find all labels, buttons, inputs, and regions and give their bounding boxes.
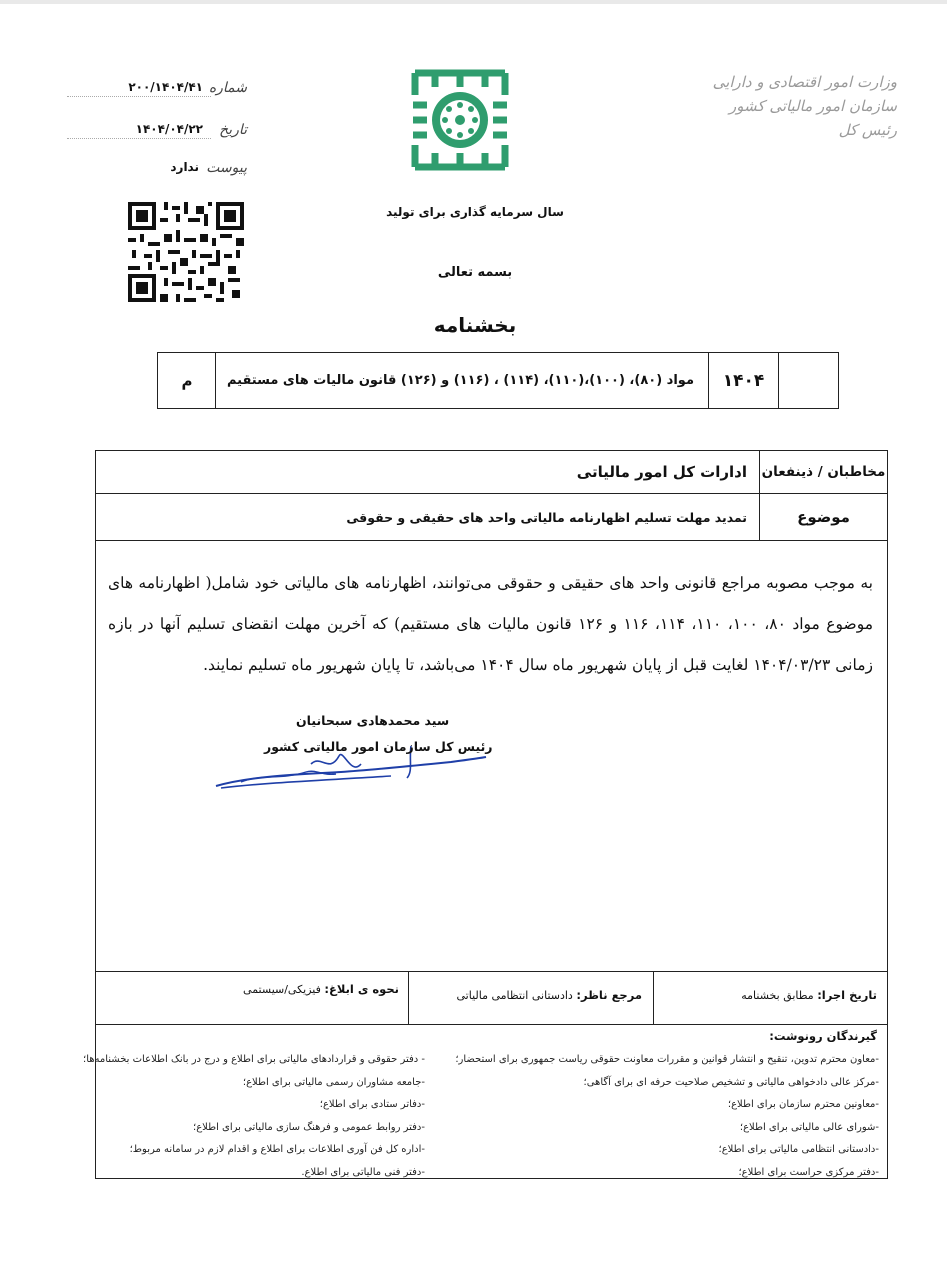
ministry-line: رئیس کل <box>838 121 897 139</box>
attachment-value: ندارد <box>170 160 199 174</box>
number-cell-empty <box>778 353 838 408</box>
number-value: ۲۰۰/۱۴۰۴/۴۱ <box>128 80 203 94</box>
number-cell-articles: مواد (۸۰)، (۱۰۰)،(۱۱۰)، (۱۱۴) ، (۱۱۶) و (۱۲۶) قانون مالیات های مستقیم <box>215 353 708 408</box>
cc-item: -معاونین محترم سازمان برای اطلاع؛ <box>727 1099 879 1110</box>
ministry-header <box>697 70 897 142</box>
cc-item: - دفتر حقوقی و قراردادهای مالیاتی برای اطلاع و درج در بانک اطلاعات بخشنامه‌ها؛ <box>83 1054 425 1065</box>
addressees-row <box>96 451 887 494</box>
supervisor-value: دادستانی انتظامی مالیاتی <box>456 989 573 1002</box>
cc-item: -دفتر روابط عمومی و فرهنگ سازی مالیاتی برای اطلاع؛ <box>193 1121 425 1133</box>
year-slogan: سال سرمایه گذاری برای تولید <box>386 205 564 219</box>
attachment-label: پیوست <box>206 160 247 176</box>
bismillah: بسمه تعالی <box>437 265 513 280</box>
date-value: ۱۴۰۴/۰۴/۲۲ <box>135 122 203 136</box>
cc-title: گیرندگان رونوشت: <box>769 1029 877 1043</box>
subject-label: موضوع <box>759 494 887 540</box>
number-field <box>67 80 247 102</box>
ministry-line: سازمان امور مالیاتی کشور <box>729 97 897 115</box>
effective-date-label: تاریخ اجرا: <box>817 988 877 1002</box>
cc-item: -دفاتر ستادی برای اطلاع؛ <box>319 1099 425 1110</box>
divider <box>408 972 409 1024</box>
cc-item: -معاون محترم تدوین، تنقیح و انتشار قوانین و مقررات معاونت حقوقی ریاست جمهوری برای استحضار؛ <box>455 1054 879 1065</box>
dotted-line <box>67 138 211 139</box>
document-type-title: بخشنامه <box>433 313 517 337</box>
circular-number-box <box>157 352 839 409</box>
subject-value: تمدید مهلت تسلیم اظهارنامه مالیاتی واحد های حقیقی و حقوقی <box>346 509 747 525</box>
effective-date-field <box>741 972 877 1024</box>
subject-row <box>96 494 887 541</box>
supervisor-label: مرجع ناظر: <box>576 988 642 1002</box>
divider <box>653 972 654 1024</box>
ministry-line: وزارت امور اقتصادی و دارایی <box>712 73 897 91</box>
cc-item: -دادستانی انتظامی مالیاتی برای اطلاع؛ <box>718 1144 879 1155</box>
page-top-edge <box>0 0 947 4</box>
tax-organization-logo-icon <box>405 65 515 175</box>
cc-list-left <box>83 1049 425 1184</box>
notice-method-value: فیزیکی/سیستمی <box>243 983 321 996</box>
circular-body-box <box>83 450 888 1179</box>
date-field <box>67 122 247 144</box>
signatory-title: رئیس کل سازمان امور مالیاتی کشور <box>264 739 493 754</box>
addressees-value: ادارات کل امور مالیاتی <box>576 463 747 481</box>
qr-code-icon <box>128 202 244 302</box>
attachment-field <box>67 160 247 182</box>
notice-method-label: نحوه ی ابلاغ: <box>324 982 399 996</box>
circular-body-text: به موجب مصوبه مراجع قانونی واحد های حقیقی و حقوقی می‌توانند، اظهارنامه های مالیاتی خود شامل( اظهارنامه های موضوع مواد ۸۰، ۱۰۰، ۱۱۰، ۱۱۴، ۱۱۶ و ۱۲۶ قانون مالیات های مستقیم) که آخرین مهلت انقضای تسلیم آنها در بازه زمانی ۱۴۰۴/۰۳/۲۳ لغایت قبل از پایان شهریور ماه سال ۱۴۰۴ می‌باشد، تا پایان شهریور ماه تسلیم نمایند. <box>108 574 874 674</box>
notice-method-field <box>243 972 399 1024</box>
execution-info-row <box>96 971 887 1025</box>
cc-list-right <box>455 1049 879 1184</box>
cc-item: -دفتر فنی مالیاتی برای اطلاع. <box>301 1166 425 1178</box>
cc-item: -اداره کل فن آوری اطلاعات برای اطلاع و اقدام لازم در سامانه مربوط؛ <box>129 1144 425 1155</box>
cc-item: -جامعه مشاوران رسمی مالیاتی برای اطلاع؛ <box>242 1076 425 1088</box>
signatory-name: سید محمدهادی سبحانیان <box>296 713 450 728</box>
number-label: شماره <box>208 80 247 96</box>
addressees-label: مخاطبان / ذینفعان <box>759 451 887 493</box>
supervisor-field <box>457 972 643 1024</box>
effective-date-value: مطابق بخشنامه <box>741 989 814 1002</box>
number-cell-code: م <box>181 371 193 390</box>
dotted-line <box>67 96 211 97</box>
number-cell-year: ۱۴۰۴ <box>708 353 778 408</box>
cc-item: -شورای عالی مالیاتی برای اطلاع؛ <box>739 1121 879 1133</box>
date-label: تاریخ <box>219 122 247 138</box>
cc-item: -دفتر مرکزی حراست برای اطلاع؛ <box>738 1166 879 1178</box>
cc-item: -مرکز عالی دادخواهی مالیاتی و تشخیص صلاحیت حرفه ای برای آگاهی؛ <box>583 1076 879 1088</box>
